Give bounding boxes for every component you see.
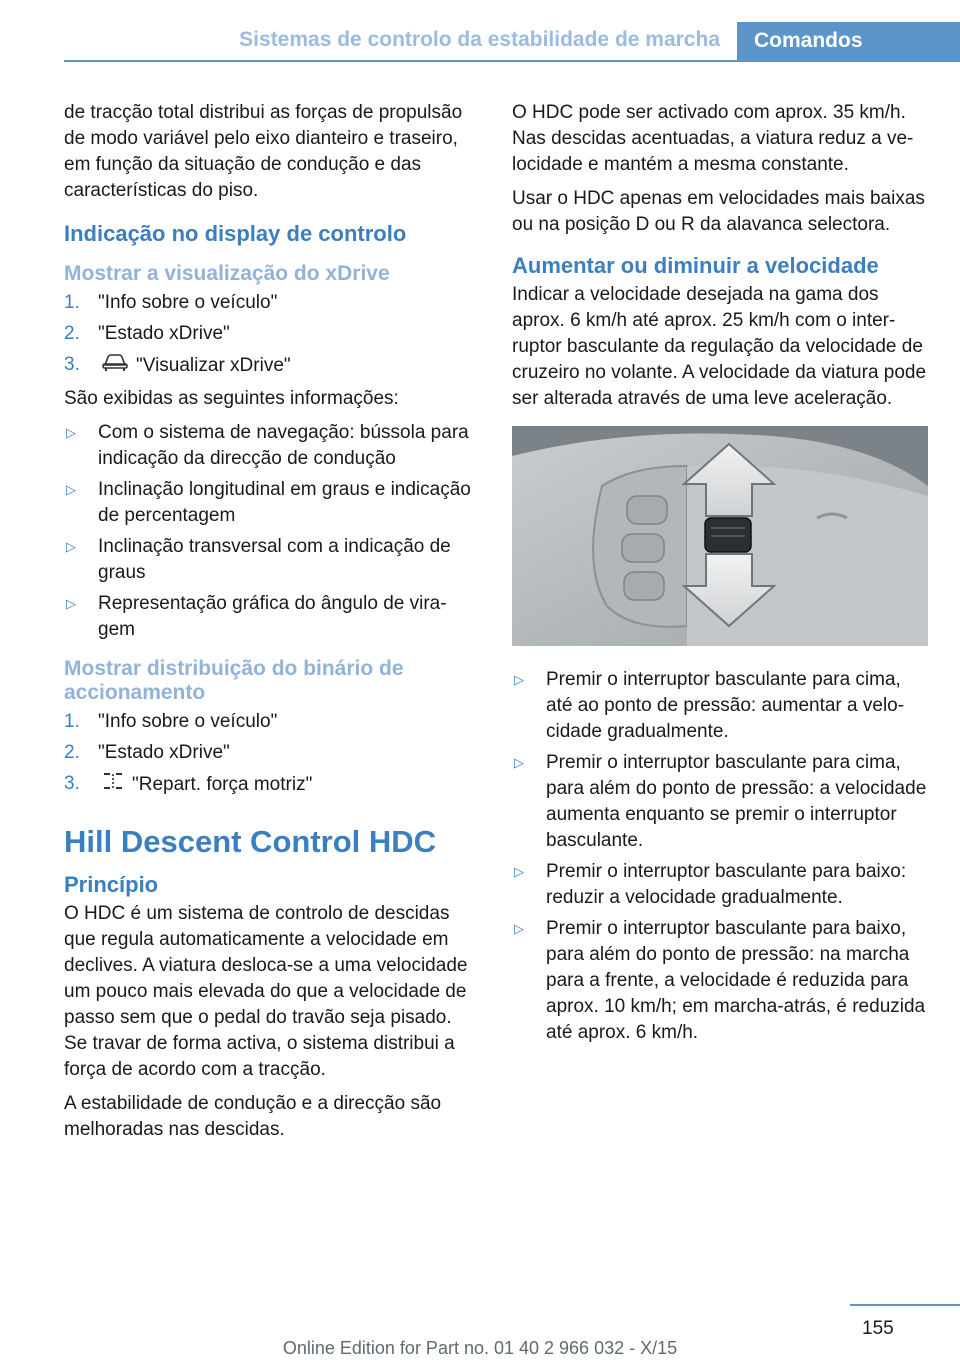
step-text: "Estado xDrive" [98,323,230,344]
bullet-triangle-icon: ▷ [66,425,76,440]
heading-hdc: Hill Descent Control HDC [64,824,437,859]
bullet-triangle-icon: ▷ [514,672,524,687]
intro-paragraph: de tracção total distribui as forças de propulsão de modo variável pelo eixo dianteiro e traseiro, em função da situação de condução e das características do piso. [64,102,463,201]
list-item [64,352,476,380]
heading-principle: Princípio [64,872,159,897]
step-text: "Estado xDrive" [98,742,230,763]
list-item-text: Representação gráfica do ângulo de viragem [98,593,447,640]
list-item [512,750,930,854]
bullet-triangle-icon: ▷ [514,921,524,936]
shown-info-list [64,420,476,643]
step-number: 3. [64,354,80,375]
hdc-activation-paragraph: O HDC pode ser activado com aprox. 35 km/h. Nas descidas acentuadas, a viatura reduz a velocidade e mantém a mesma constante. [512,102,914,175]
list-item [64,709,476,735]
chapter-tab-label: Comandos [754,29,863,52]
list-item [512,859,930,911]
step-number: 2. [64,742,80,763]
edition-footer: Online Edition for Part no. 01 40 2 966 032 - X/15 [282,1338,678,1358]
hdc-usage-paragraph: Usar o HDC apenas em velocidades mais baixas ou na posição D ou R da alavanca selectora. [512,188,925,235]
list-item-text: Com o sistema de navegação: bússola para indicação da direcção de condução [98,422,469,469]
car-icon [100,352,130,380]
list-item [64,771,476,799]
chapter-tab [737,22,960,62]
heading-speed: Aumentar ou diminuir a velocidade [512,253,879,278]
step-text: "Visualizar xDrive" [136,355,291,377]
right-column [512,100,930,1052]
xdrive-view-steps [64,290,476,380]
header-rule [64,60,960,62]
torque-steps [64,709,476,799]
steering-wheel-photo [512,426,930,651]
list-item-text: Premir o interruptor basculante para cima, até ao ponto de pressão: aumentar a velocidade gradualmente. [546,669,905,742]
shown-intro: São exibidas as seguintes informações: [64,388,399,409]
principle-paragraph-1: O HDC é um sistema de controlo de descidas que regula automaticamente a velocidade em declives. A viatura desloca-se a uma velocidade um pouco mais elevada do que a velocidade de passo sem que o pedal do travão seja pisado. Se travar de forma activa, o sistema distribui a força de acordo com a tracção. [64,903,468,1080]
heading-xdrive-view: Mostrar a visualização do xDrive [64,262,390,285]
bullet-triangle-icon: ▷ [66,539,76,554]
list-item [64,420,476,472]
page-number: 155 [862,1318,894,1339]
left-column [64,100,476,1151]
list-item [64,477,476,529]
list-item-text: Premir o interruptor basculante para cima, para além do ponto de pressão: a velocidade aumenta enquanto se premir o interruptor basculante. [546,752,927,851]
step-number: 1. [64,711,80,732]
drivetrain-icon [100,771,126,799]
bullet-triangle-icon: ▷ [66,482,76,497]
step-number: 2. [64,323,80,344]
list-item-text: Premir o interruptor basculante para baixo, para além do ponto de pressão: na marcha para a frente, a velocidade é reduzida para aprox. 10 km/h; em marcha-atrás, é reduzida até aprox. 6 km/h. [546,918,926,1043]
step-text: "Info sobre o veículo" [98,711,278,732]
list-item [64,591,476,643]
heading-torque: Mostrar distribuição do binário de accionamento [64,657,404,704]
step-text: "Repart. força motriz" [132,774,313,796]
step-number: 3. [64,773,80,794]
running-header-section: Sistemas de controlo da estabilidade de marcha [239,28,720,51]
step-text: "Info sobre o veículo" [98,292,278,313]
list-item [64,740,476,766]
list-item-text: Inclinação longitudinal em graus e indicação de percentagem [98,479,471,526]
list-item [64,321,476,347]
step-number: 1. [64,292,80,313]
list-item [512,667,930,745]
rocker-switch-list [512,667,930,1046]
list-item [512,916,930,1046]
footer-rule [850,1304,960,1306]
list-item-text: Inclinação transversal com a indicação de graus [98,536,451,583]
list-item-text: Premir o interruptor basculante para baixo: reduzir a velocidade gradualmente. [546,861,907,908]
speed-paragraph: Indicar a velocidade desejada na gama dos aprox. 6 km/h até aprox. 25 km/h com o interruptor basculante da regulação da velocidade de cruzeiro no volante. A velocidade da viatura pode ser alterada através de uma leve aceleração. [512,284,927,409]
bullet-triangle-icon: ▷ [514,864,524,879]
heading-display: Indicação no display de controlo [64,221,407,246]
bullet-triangle-icon: ▷ [514,755,524,770]
list-item [64,290,476,316]
bullet-triangle-icon: ▷ [66,596,76,611]
list-item [64,534,476,586]
principle-paragraph-2: A estabilidade de condução e a direcção são melhoradas nas descidas. [64,1093,442,1140]
